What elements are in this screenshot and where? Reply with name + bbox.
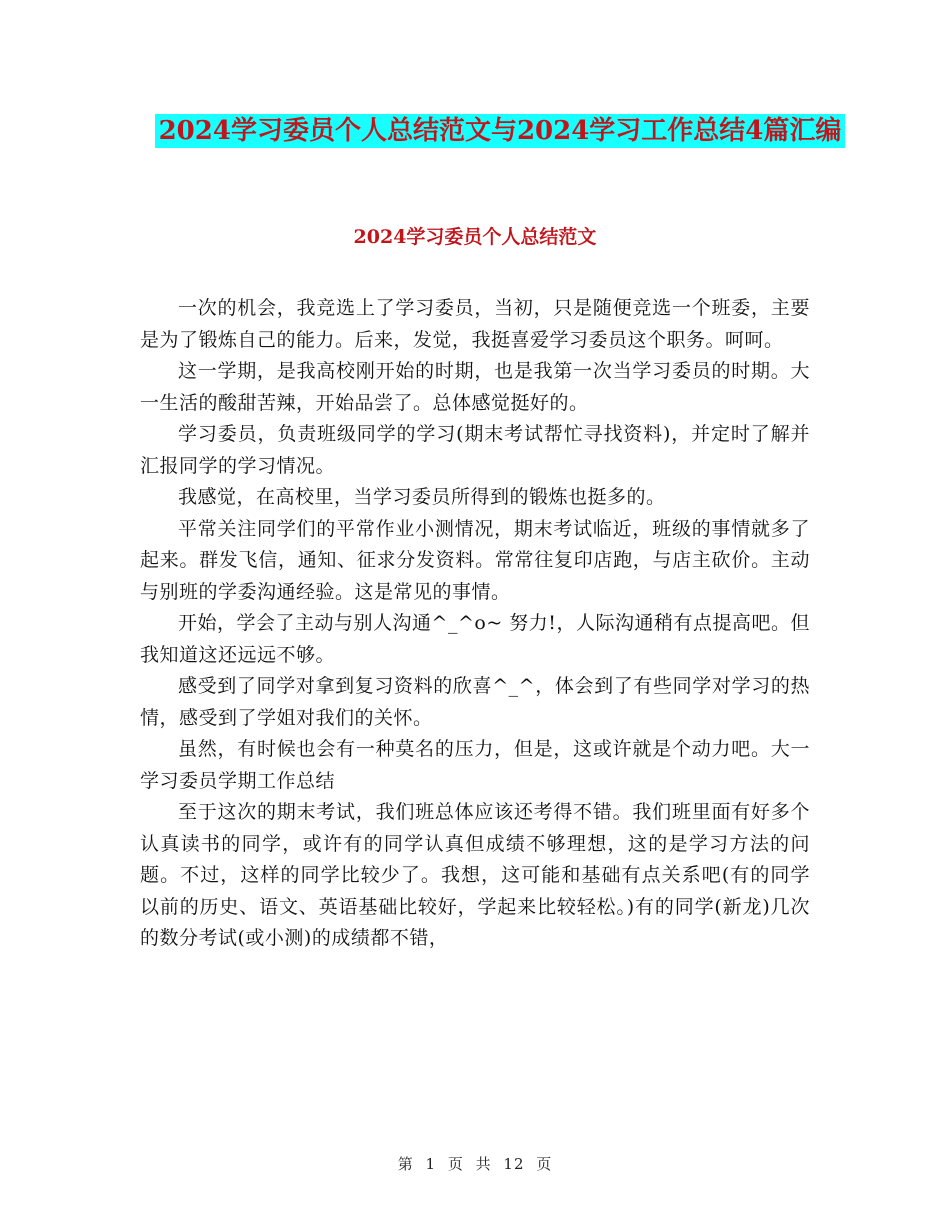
paragraph: 一次的机会，我竞选上了学习委员，当初，只是随便竞选一个班委，主要是为了锻炼自己的能力。后来，发觉，我挺喜爱学习委员这个职务。呵呵。 (140, 297, 810, 351)
paragraph: 感受到了同学对拿到复习资料的欣喜^_^，体会到了有些同学对学习的热情，感受到了学姐对我们的关怀。 (140, 675, 810, 729)
paragraph: 开始，学会了主动与别人沟通^_^o~ 努力!，人际沟通稍有点提高吧。但我知道这还远远不够。 (140, 612, 810, 666)
paragraph: 我感觉，在高校里，当学习委员所得到的锻炼也挺多的。 (178, 486, 666, 508)
footer-prefix: 第 (397, 1155, 414, 1173)
document-title (150, 108, 850, 154)
footer-total-label: 共 (475, 1155, 492, 1173)
paragraph: 平常关注同学们的平常作业小测情况，期末考试临近，班级的事情就多了起来。群发飞信，通知、征求分发资料。常常往复印店跑，与店主砍价。主动与别班的学委沟通经验。这是常见的事情。 (140, 517, 810, 603)
footer-suffix: 页 (536, 1155, 553, 1173)
paragraph: 虽然，有时候也会有一种莫名的压力，但是，这或许就是个动力吧。大一学习委员学期工作总结 (140, 738, 810, 792)
document-title-highlight: 2024学习委员个人总结范文与2024学习工作总结4篇汇编 (155, 114, 846, 148)
footer-page-label: 页 (447, 1155, 464, 1173)
page-footer (0, 1153, 950, 1174)
section-heading: 2024学习委员个人总结范文 (353, 226, 597, 248)
paragraph: 学习委员，负责班级同学的学习(期末考试帮忙寻找资料)，并定时了解并汇报同学的学习情况。 (140, 423, 810, 477)
total-page-count: 12 (503, 1155, 525, 1173)
paragraph: 这一学期，是我高校刚开始的时期，也是我第一次当学习委员的时期。大一生活的酸甜苦辣，开始品尝了。总体感觉挺好的。 (140, 360, 810, 414)
paragraph: 至于这次的期末考试，我们班总体应该还考得不错。我们班里面有好多个认真读书的同学，或许有的同学认真但成绩不够理想，这的是学习方法的问题。不过，这样的同学比较少了。我想，这可能和基础有点关系吧(有的同学以前的历史、语文、英语基础比较好，学起来比较轻松。)有的同学(新龙)几次的数分考试(或小测)的成绩都不错， (140, 801, 810, 949)
current-page-number: 1 (425, 1155, 437, 1173)
document-body (140, 293, 810, 955)
